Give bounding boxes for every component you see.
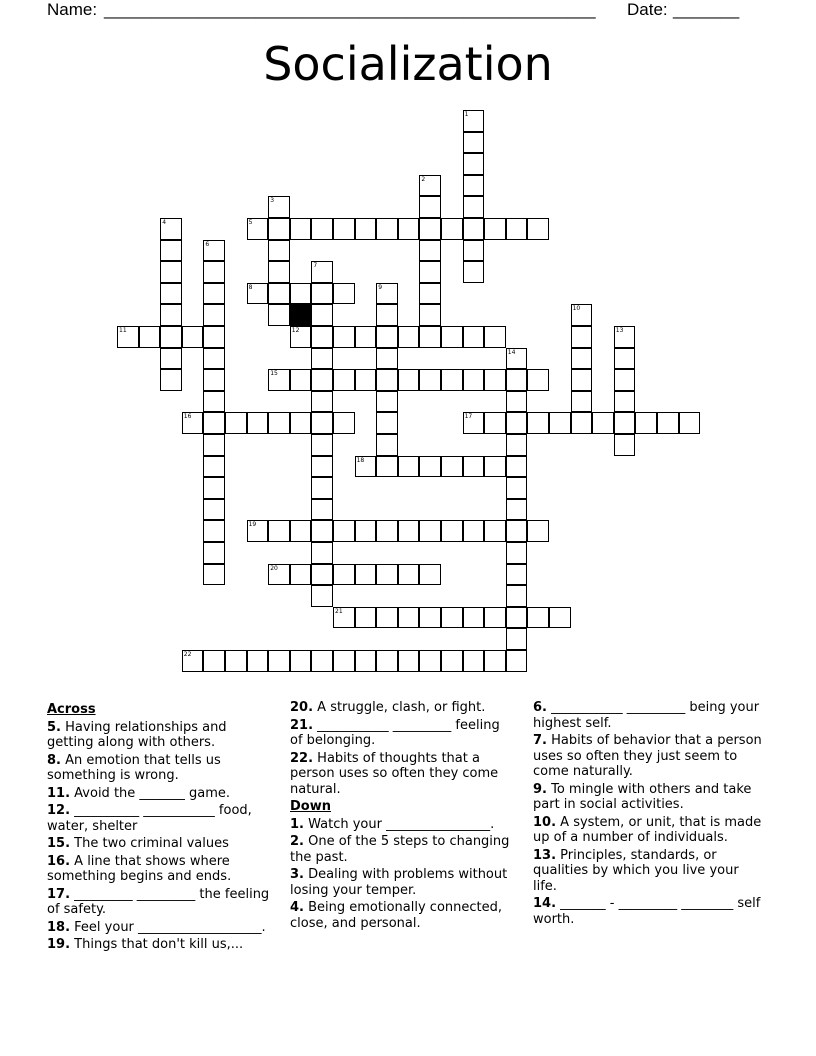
crossword-cell[interactable]: [333, 369, 355, 391]
clue-text: Watch your ________________.: [303, 816, 495, 832]
crossword-cell[interactable]: [614, 348, 636, 370]
crossword-cell[interactable]: [506, 650, 528, 672]
clue-text: An emotion that tells us something is wrong.: [47, 752, 221, 783]
crossword-cell[interactable]: [527, 520, 549, 542]
clue-item: [290, 900, 515, 931]
crossword-cell[interactable]: [571, 348, 593, 370]
crossword-cell[interactable]: [463, 218, 485, 240]
clue-number-label: 5.: [47, 719, 61, 735]
crossword-cell[interactable]: [311, 348, 333, 370]
clue-number: 16: [183, 413, 192, 421]
clue-text: A line that shows where something begins and ends.: [47, 853, 232, 884]
clue-number-label: 11.: [47, 785, 71, 801]
clue-number-label: 6.: [533, 700, 547, 715]
crossword-cell[interactable]: [506, 585, 528, 607]
crossword-cell[interactable]: [333, 218, 355, 240]
crossword-cell[interactable]: [419, 283, 441, 305]
clue-number-label: 13.: [533, 847, 557, 863]
crossword-cell[interactable]: [398, 520, 420, 542]
crossword-cell[interactable]: [592, 412, 614, 434]
crossword-cell[interactable]: [225, 412, 247, 434]
clue-number: 17: [464, 413, 473, 421]
clue-column-1: [47, 700, 272, 955]
clue-item: [290, 751, 515, 798]
crossword-cell[interactable]: [376, 412, 398, 434]
clue-number-label: 10.: [533, 814, 557, 830]
clue-text: Having relationships and getting along with others.: [47, 719, 227, 750]
crossword-cell[interactable]: [203, 369, 225, 391]
crossword-cell[interactable]: [311, 391, 333, 413]
crossword-cell[interactable]: [463, 110, 485, 132]
clue-number-label: 22.: [290, 750, 314, 766]
crossword-cell[interactable]: [463, 650, 485, 672]
crossword-cell[interactable]: [311, 650, 333, 672]
crossword-cell[interactable]: [311, 218, 333, 240]
name-label: Name:: [47, 0, 98, 19]
clue-number-label: 7.: [533, 733, 547, 748]
crossword-cell[interactable]: [376, 326, 398, 348]
clue-text: The two criminal values: [70, 836, 229, 851]
clue-number: 5: [248, 219, 253, 226]
clue-number: 15: [270, 370, 278, 378]
crossword-cell[interactable]: [268, 304, 290, 326]
crossword-cell[interactable]: [247, 412, 269, 434]
clue-number: 8: [248, 283, 253, 291]
crossword-cell[interactable]: [203, 477, 225, 499]
clue-number: 7: [313, 262, 318, 270]
blocked-cell: [290, 304, 312, 326]
crossword-cell[interactable]: [355, 369, 377, 391]
crossword-cell[interactable]: [506, 607, 528, 629]
clue-number-label: 18.: [47, 919, 71, 935]
clue-number-label: 2.: [290, 834, 304, 849]
crossword-cell[interactable]: [355, 326, 377, 348]
crossword-cell[interactable]: [311, 520, 333, 542]
clue-number: 10: [572, 305, 581, 313]
crossword-cell[interactable]: [506, 412, 528, 434]
crossword-cell[interactable]: [571, 369, 593, 391]
clue-number-label: 19.: [47, 937, 71, 952]
crossword-cell[interactable]: [160, 369, 182, 391]
clue-number-label: 15.: [47, 836, 71, 851]
clue-number-label: 12.: [47, 803, 71, 818]
clue-number-label: 16.: [47, 853, 71, 869]
crossword-cell[interactable]: [268, 369, 290, 391]
crossword-cell[interactable]: [311, 585, 333, 607]
page-title: Socialization: [263, 37, 553, 91]
crossword-cell[interactable]: [419, 650, 441, 672]
crossword-cell[interactable]: [441, 607, 463, 629]
crossword-cell[interactable]: [419, 564, 441, 586]
crossword-cell[interactable]: [225, 650, 247, 672]
crossword-cell[interactable]: [333, 607, 355, 629]
crossword-cell[interactable]: [484, 412, 506, 434]
crossword-cell[interactable]: [247, 283, 269, 305]
crossword-cell[interactable]: [419, 304, 441, 326]
crossword-cell[interactable]: [311, 434, 333, 456]
crossword-cell[interactable]: [160, 240, 182, 262]
crossword-cell[interactable]: [160, 283, 182, 305]
clue-item: [533, 815, 763, 846]
crossword-cell[interactable]: [398, 218, 420, 240]
crossword-cell[interactable]: [203, 520, 225, 542]
clue-text: Habits of behavior that a person uses so often they just seem to come naturally.: [533, 733, 762, 779]
clue-number: 13: [615, 327, 624, 334]
crossword-cell[interactable]: [506, 434, 528, 456]
crossword-cell[interactable]: [268, 650, 290, 672]
clue-number-label: 14.: [533, 896, 557, 911]
crossword-cell[interactable]: [549, 607, 571, 629]
crossword-cell[interactable]: [614, 412, 636, 434]
crossword-cell[interactable]: [203, 283, 225, 305]
crossword-cell[interactable]: [290, 283, 312, 305]
clue-number-label: 3.: [290, 867, 304, 882]
crossword-cell[interactable]: [203, 412, 225, 434]
clue-text: ___________ _________ being your highest self.: [533, 700, 760, 731]
crossword-cell[interactable]: [355, 607, 377, 629]
crossword-cell[interactable]: [463, 369, 485, 391]
crossword-cell[interactable]: [203, 542, 225, 564]
clue-item: [47, 854, 272, 885]
crossword-cell[interactable]: [268, 196, 290, 218]
crossword-cell[interactable]: [376, 369, 398, 391]
crossword-cell[interactable]: [441, 520, 463, 542]
crossword-cell[interactable]: [376, 283, 398, 305]
crossword-cell[interactable]: [333, 283, 355, 305]
crossword-cell[interactable]: [290, 326, 312, 348]
crossword-cell[interactable]: [203, 391, 225, 413]
crossword-cell[interactable]: [182, 412, 204, 434]
clue-item: [47, 753, 272, 784]
crossword-cell[interactable]: [398, 564, 420, 586]
crossword-cell[interactable]: [614, 369, 636, 391]
crossword-cell[interactable]: [398, 456, 420, 478]
crossword-cell[interactable]: [419, 218, 441, 240]
crossword-cell[interactable]: [484, 456, 506, 478]
clue-text: A struggle, clash, or fight.: [313, 700, 486, 715]
crossword-cell[interactable]: [376, 650, 398, 672]
crossword-cell[interactable]: [376, 218, 398, 240]
crossword-cell[interactable]: [355, 520, 377, 542]
crossword-cell[interactable]: [311, 499, 333, 521]
crossword-cell[interactable]: [441, 650, 463, 672]
clue-number: 20: [270, 564, 278, 572]
crossword-cell[interactable]: [290, 412, 312, 434]
crossword-cell[interactable]: [419, 261, 441, 283]
crossword-cell[interactable]: [571, 412, 593, 434]
clue-number-label: 1.: [290, 816, 304, 832]
crossword-cell[interactable]: [463, 520, 485, 542]
clue-text: __________ ___________ food, water, shelter: [47, 803, 252, 834]
crossword-cell[interactable]: [268, 564, 290, 586]
crossword-cell[interactable]: [376, 391, 398, 413]
clue-item: [290, 867, 515, 898]
clue-text: Being emotionally connected, close, and personal.: [290, 900, 503, 931]
crossword-cell[interactable]: [355, 650, 377, 672]
name-field[interactable]: ____________________________________________________: [104, 0, 596, 19]
crossword-cell[interactable]: [506, 628, 528, 650]
crossword-cell[interactable]: [441, 456, 463, 478]
crossword-cell[interactable]: [463, 607, 485, 629]
crossword-cell[interactable]: [463, 240, 485, 262]
crossword-cell[interactable]: [311, 304, 333, 326]
crossword-cell[interactable]: [311, 369, 333, 391]
crossword-cell[interactable]: [333, 650, 355, 672]
clue-number-label: 20.: [290, 700, 314, 715]
clue-text: _________ _________ the feeling of safety.: [47, 886, 270, 917]
crossword-cell[interactable]: [203, 326, 225, 348]
clue-number: 3: [270, 197, 275, 205]
crossword-cell[interactable]: [463, 196, 485, 218]
clue-number: 18: [356, 456, 365, 464]
crossword-cell[interactable]: [203, 434, 225, 456]
crossword-cell[interactable]: [247, 218, 269, 240]
crossword-cell[interactable]: [139, 326, 161, 348]
clue-number: 4: [162, 219, 167, 226]
crossword-cell[interactable]: [419, 175, 441, 197]
crossword-cell[interactable]: [268, 412, 290, 434]
crossword-cell[interactable]: [203, 240, 225, 262]
crossword-cell[interactable]: [376, 348, 398, 370]
crossword-cell[interactable]: [311, 412, 333, 434]
clue-item: [533, 848, 763, 895]
crossword-cell[interactable]: [160, 261, 182, 283]
clue-number: 14: [507, 348, 516, 356]
crossword-cell[interactable]: [398, 650, 420, 672]
clue-text: Habits of thoughts that a person uses so often they come natural.: [290, 750, 499, 797]
clue-column-2: [290, 700, 515, 933]
crossword-cell[interactable]: [376, 564, 398, 586]
clue-number-label: 9.: [533, 781, 547, 797]
clue-item: [47, 720, 272, 751]
clue-number-label: 21.: [290, 717, 314, 733]
crossword-cell[interactable]: [614, 326, 636, 348]
crossword-cell[interactable]: [311, 283, 333, 305]
crossword-cell[interactable]: [463, 412, 485, 434]
crossword-cell[interactable]: [679, 412, 701, 434]
crossword-cell[interactable]: [311, 261, 333, 283]
clue-item: [47, 937, 272, 953]
crossword-cell[interactable]: [333, 520, 355, 542]
crossword-cell[interactable]: [182, 326, 204, 348]
clue-number-label: 8.: [47, 752, 61, 768]
crossword-cell[interactable]: [376, 304, 398, 326]
crossword-cell[interactable]: [527, 607, 549, 629]
crossword-cell[interactable]: [635, 412, 657, 434]
clue-item: [47, 803, 272, 834]
crossword-cell[interactable]: [571, 391, 593, 413]
clue-text: Principles, standards, or qualities by which you live your life.: [533, 847, 739, 894]
crossword-cell[interactable]: [268, 283, 290, 305]
clue-text: _______ - _________ ________ self worth.: [533, 896, 761, 927]
clue-item: [290, 817, 515, 833]
crossword-cell[interactable]: [614, 434, 636, 456]
crossword-cell[interactable]: [355, 456, 377, 478]
clue-number-label: 17.: [47, 886, 71, 902]
crossword-cell[interactable]: [571, 304, 593, 326]
crossword-cell[interactable]: [419, 520, 441, 542]
crossword-cell[interactable]: [268, 218, 290, 240]
clue-number: 22: [183, 651, 192, 658]
clue-text: ___________ _________ feeling of belonging.: [290, 717, 500, 748]
crossword-cell[interactable]: [527, 218, 549, 240]
crossword-cell[interactable]: [484, 520, 506, 542]
clue-item: [47, 887, 272, 918]
crossword-cell[interactable]: [419, 369, 441, 391]
crossword-cell[interactable]: [506, 542, 528, 564]
crossword-cell[interactable]: [398, 326, 420, 348]
clue-item: [290, 700, 515, 716]
crossword-cell[interactable]: [506, 218, 528, 240]
crossword-cell[interactable]: [441, 369, 463, 391]
crossword-cell[interactable]: [419, 607, 441, 629]
crossword-cell[interactable]: [333, 564, 355, 586]
date-label: Date:: [627, 0, 668, 19]
crossword-cell[interactable]: [203, 456, 225, 478]
crossword-cell[interactable]: [247, 650, 269, 672]
crossword-cell[interactable]: [203, 564, 225, 586]
crossword-cell[interactable]: [527, 369, 549, 391]
clue-text: Avoid the _______ game.: [70, 785, 231, 801]
crossword-cell[interactable]: [311, 477, 333, 499]
crossword-cell[interactable]: [376, 520, 398, 542]
crossword-cell[interactable]: [484, 218, 506, 240]
clue-item: [290, 834, 515, 865]
clue-text: Things that don't kill us,...: [70, 937, 244, 952]
clue-text: Feel your ___________________.: [70, 919, 266, 935]
clue-item: [290, 718, 515, 749]
crossword-cell[interactable]: [268, 240, 290, 262]
clue-number: 19: [248, 521, 257, 529]
clue-item: [533, 733, 763, 780]
crossword-cell[interactable]: [160, 304, 182, 326]
section-heading: Across: [47, 702, 96, 717]
clue-number-label: 4.: [290, 900, 304, 915]
crossword-cell[interactable]: [268, 520, 290, 542]
crossword-cell[interactable]: [376, 607, 398, 629]
clue-item: [533, 896, 763, 927]
date-field[interactable]: _______: [673, 0, 740, 19]
clue-number: 1: [464, 111, 469, 118]
crossword-cell[interactable]: [506, 456, 528, 478]
clue-item: [533, 700, 763, 731]
clue-text: One of the 5 steps to changing the past.: [290, 834, 510, 865]
crossword-cell[interactable]: [333, 412, 355, 434]
crossword-cell[interactable]: [463, 153, 485, 175]
crossword-cell[interactable]: [463, 261, 485, 283]
clue-item: [47, 920, 272, 936]
crossword-cell[interactable]: [419, 196, 441, 218]
crossword-cell[interactable]: [506, 499, 528, 521]
crossword-cell[interactable]: [117, 326, 139, 348]
crossword-cell[interactable]: [311, 326, 333, 348]
clue-item: [47, 786, 272, 802]
clue-item: [47, 836, 272, 852]
section-heading: Down: [290, 799, 331, 814]
crossword-cell[interactable]: [311, 542, 333, 564]
clue-column-3: [533, 700, 763, 929]
crossword-cell[interactable]: [463, 132, 485, 154]
clue-text: To mingle with others and take part in social activities.: [533, 781, 752, 812]
clue-text: A system, or unit, that is made up of a number of individuals.: [533, 814, 762, 845]
clue-item: [533, 782, 763, 813]
crossword-cell[interactable]: [484, 326, 506, 348]
clue-number: 21: [335, 607, 343, 615]
crossword-cell[interactable]: [247, 520, 269, 542]
crossword-cell[interactable]: [376, 434, 398, 456]
crossword-cell[interactable]: [441, 326, 463, 348]
crossword-cell[interactable]: [290, 369, 312, 391]
crossword-cell[interactable]: [441, 218, 463, 240]
crossword-cell[interactable]: [203, 499, 225, 521]
crossword-cell[interactable]: [311, 564, 333, 586]
crossword-cell[interactable]: [571, 326, 593, 348]
crossword-cell[interactable]: [398, 607, 420, 629]
crossword-cell[interactable]: [419, 240, 441, 262]
crossword-cell[interactable]: [268, 261, 290, 283]
crossword-cell[interactable]: [160, 218, 182, 240]
clue-text: Dealing with problems without losing your temper.: [290, 867, 508, 898]
crossword-cell[interactable]: [203, 650, 225, 672]
crossword-cell[interactable]: [549, 412, 571, 434]
crossword-cell[interactable]: [398, 369, 420, 391]
crossword-cell[interactable]: [290, 218, 312, 240]
crossword-cell[interactable]: [506, 391, 528, 413]
crossword-cell[interactable]: [484, 650, 506, 672]
crossword-cell[interactable]: [203, 261, 225, 283]
crossword-cell[interactable]: [182, 650, 204, 672]
crossword-cell[interactable]: [203, 304, 225, 326]
clue-number: 6: [205, 240, 210, 248]
crossword-cell[interactable]: [333, 326, 355, 348]
crossword-cell[interactable]: [290, 650, 312, 672]
clue-number: 9: [378, 283, 383, 291]
crossword-cell[interactable]: [419, 326, 441, 348]
crossword-cell[interactable]: [463, 456, 485, 478]
crossword-cell[interactable]: [463, 326, 485, 348]
crossword-cell[interactable]: [203, 348, 225, 370]
crossword-cell[interactable]: [506, 348, 528, 370]
crossword-cell[interactable]: [506, 369, 528, 391]
crossword-cell[interactable]: [506, 477, 528, 499]
crossword-cell[interactable]: [160, 348, 182, 370]
crossword-cell[interactable]: [484, 607, 506, 629]
crossword-cell[interactable]: [506, 520, 528, 542]
crossword-cell[interactable]: [355, 564, 377, 586]
clue-number: 2: [421, 175, 426, 183]
crossword-cell[interactable]: [160, 326, 182, 348]
crossword-cell[interactable]: [463, 175, 485, 197]
crossword-cell[interactable]: [290, 520, 312, 542]
crossword-cell[interactable]: [484, 369, 506, 391]
crossword-cell[interactable]: [419, 456, 441, 478]
clue-number: 12: [291, 327, 300, 334]
crossword-cell[interactable]: [290, 564, 312, 586]
crossword-cell[interactable]: [657, 412, 679, 434]
crossword-cell[interactable]: [311, 456, 333, 478]
crossword-cell[interactable]: [506, 564, 528, 586]
clue-number: 11: [119, 327, 127, 334]
crossword-cell[interactable]: [376, 456, 398, 478]
crossword-cell[interactable]: [614, 391, 636, 413]
crossword-cell[interactable]: [355, 218, 377, 240]
crossword-cell[interactable]: [527, 412, 549, 434]
